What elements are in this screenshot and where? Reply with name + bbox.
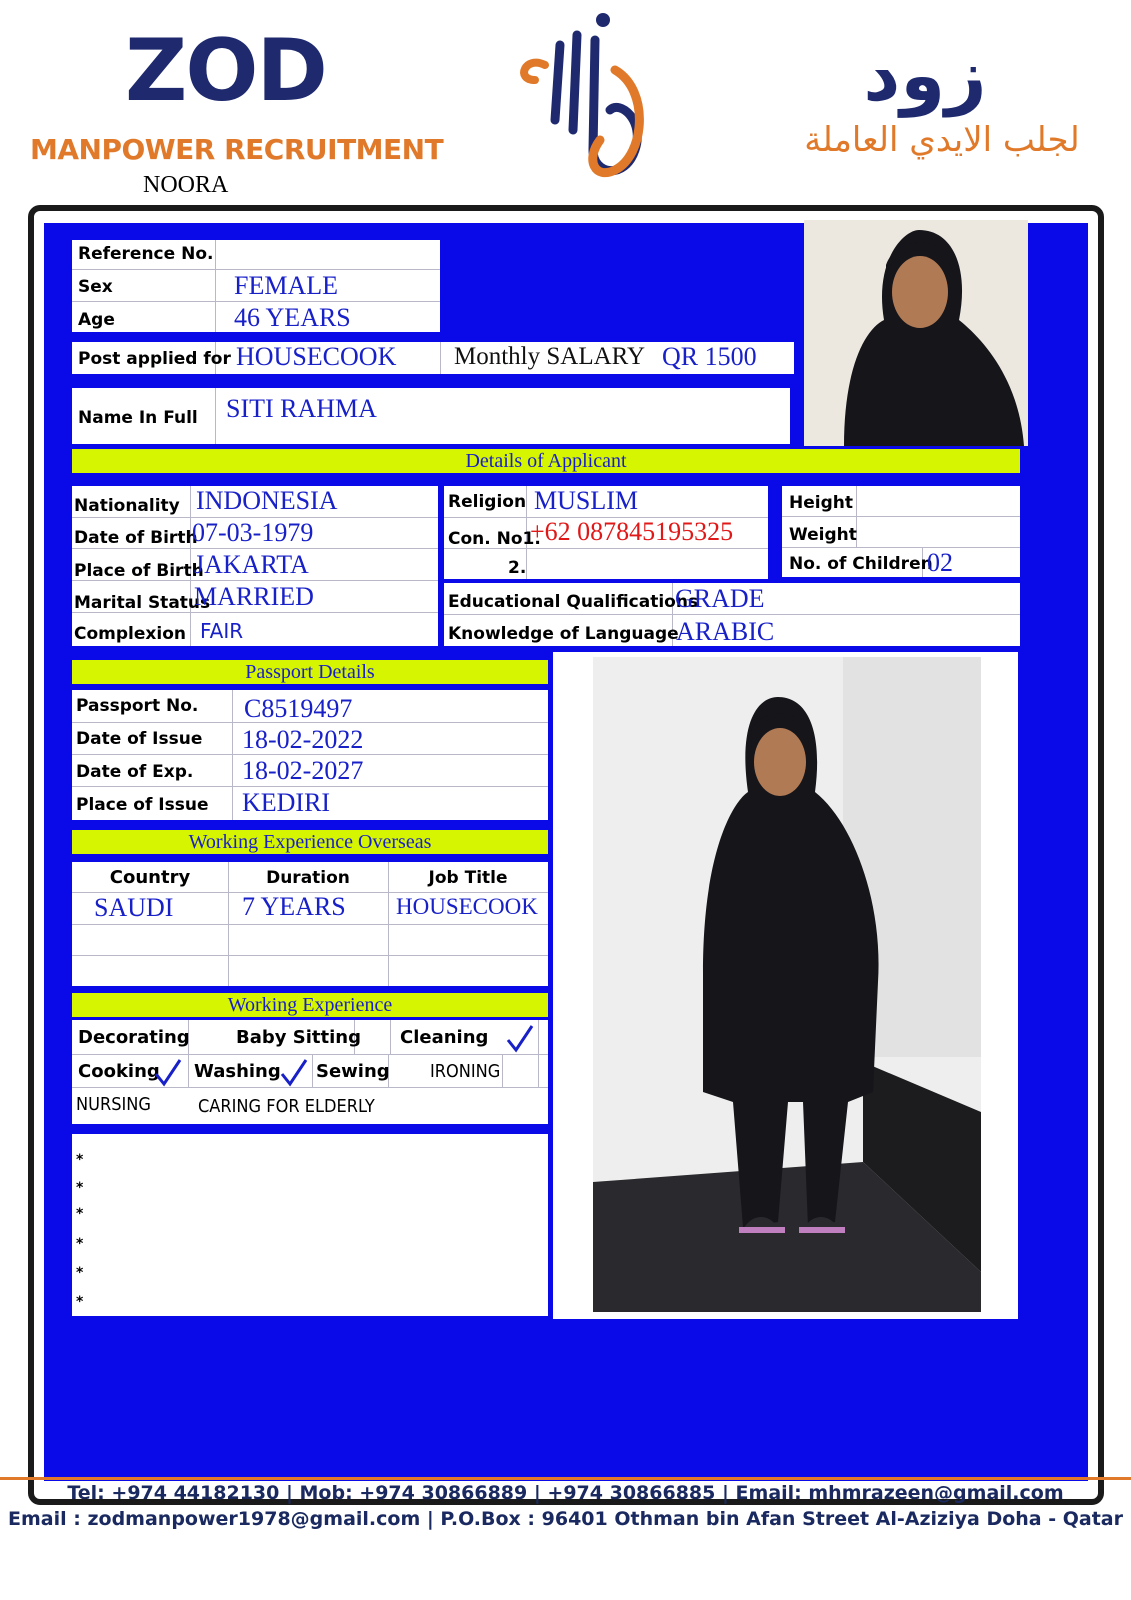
language-value: ARABIC (676, 617, 775, 646)
footer-divider (0, 1477, 1131, 1480)
issue-date-value: 18-02-2022 (242, 725, 364, 754)
overseas-header-job: Job Title (428, 868, 508, 888)
name-label: Name In Full (78, 408, 198, 428)
pob-value: JAKARTA (194, 550, 309, 579)
name-value: SITI RAHMA (226, 394, 377, 423)
basic-info-box (72, 240, 440, 332)
reference-label: Reference No. (78, 244, 214, 264)
skill-baby-sitting: Baby Sitting (236, 1027, 361, 1048)
applicant-portrait (804, 220, 1028, 446)
religion-value: MUSLIM (534, 486, 639, 515)
post-value: HOUSECOOK (236, 342, 397, 371)
overseas-job-value: HOUSECOOK (396, 894, 538, 919)
physical-box (782, 486, 1020, 577)
washing-check-icon (278, 1056, 310, 1088)
skill-elderly-care: CARING FOR ELDERLY (198, 1096, 375, 1117)
overseas-header-country: Country (109, 867, 191, 888)
overseas-section-title: Working Experience Overseas (72, 830, 548, 854)
post-row (72, 342, 794, 374)
brand-title: ZOD (125, 21, 326, 121)
sex-label: Sex (78, 277, 113, 297)
skills-section-title: Working Experience (72, 993, 548, 1017)
expiry-date-label: Date of Exp. (76, 762, 194, 782)
note-bullet: * (76, 1206, 84, 1222)
children-value: 02 (927, 548, 953, 577)
name-row (72, 388, 790, 444)
education-value: GRADE (675, 584, 765, 613)
skill-nursing: NURSING (76, 1094, 151, 1115)
salary-value: QR 1500 (662, 342, 757, 371)
salary-label: Monthly SALARY (454, 343, 646, 370)
pob-label: Place of Birth (74, 561, 204, 581)
children-label: No. of Children (789, 554, 933, 574)
footer-contact-line1: Tel: +974 44182130 | Mob: +974 30866889 | +974 30866885 | Email: mhmrazeen@gmail.com (67, 1482, 1064, 1504)
dob-label: Date of Birth (74, 528, 198, 548)
overseas-header-duration: Duration (266, 868, 350, 888)
age-value: 46 YEARS (234, 303, 351, 332)
issue-place-value: KEDIRI (242, 788, 331, 817)
note-bullet: * (76, 1265, 84, 1281)
company-subtitle: MANPOWER RECRUITMENT (30, 133, 444, 166)
notes-box (72, 1134, 548, 1316)
agent-name: NOORA (143, 172, 229, 198)
con2-label: 2. (508, 558, 527, 578)
cooking-check-icon (152, 1056, 184, 1088)
skill-ironing: IRONING (430, 1061, 501, 1082)
details-section-title: Details of Applicant (72, 449, 1020, 473)
skill-cleaning: Cleaning (400, 1027, 489, 1048)
note-bullet: * (76, 1152, 84, 1168)
sex-value: FEMALE (234, 271, 338, 300)
passport-number-value: C8519497 (244, 694, 353, 723)
arabic-brand: زود (863, 33, 987, 117)
religion-label: Religion (448, 492, 527, 512)
nationality-value: INDONESIA (196, 486, 338, 515)
overseas-country-value: SAUDI (94, 893, 174, 922)
language-label: Knowledge of Language (448, 624, 679, 644)
cleaning-check-icon (504, 1022, 536, 1054)
applicant-full-photo (553, 652, 1018, 1319)
note-bullet: * (76, 1294, 84, 1310)
con1-value: +62 087845195325 (530, 517, 734, 546)
height-label: Height (789, 493, 853, 513)
overseas-duration-value: 7 YEARS (242, 892, 346, 921)
weight-label: Weight (789, 525, 857, 545)
passport-box (72, 690, 548, 820)
details-left-box (72, 486, 438, 646)
dob-value: 07-03-1979 (192, 518, 314, 547)
skills-box (72, 1020, 548, 1124)
age-label: Age (78, 310, 115, 330)
passport-number-label: Passport No. (76, 696, 199, 716)
arabic-subtitle: لجلب الايدي العاملة (804, 120, 1080, 160)
complexion-label: Complexion (74, 624, 186, 644)
skill-sewing: Sewing (316, 1061, 390, 1082)
skill-decorating: Decorating (78, 1027, 190, 1048)
con1-label: Con. No1. (448, 529, 541, 549)
education-label: Educational Qualifications (448, 592, 699, 612)
skill-washing: Washing (194, 1061, 281, 1082)
nationality-label: Nationality (74, 496, 180, 516)
complexion-value: FAIR (200, 619, 244, 643)
note-bullet: * (76, 1236, 84, 1252)
post-label: Post applied for (78, 349, 231, 369)
qualification-box (444, 583, 1020, 646)
expiry-date-value: 18-02-2027 (242, 756, 364, 785)
marital-label: Marital Status (74, 593, 211, 613)
issue-date-label: Date of Issue (76, 729, 203, 749)
contact-box (444, 486, 768, 579)
passport-section-title: Passport Details (72, 660, 548, 684)
marital-value: MARRIED (194, 582, 314, 611)
note-bullet: * (76, 1180, 84, 1196)
company-logo (515, 10, 665, 185)
footer-contact-line2: Email : zodmanpower1978@gmail.com | P.O.Box : 96401 Othman bin Afan Street Al-Aziziya Doha - Qatar (8, 1508, 1123, 1530)
issue-place-label: Place of Issue (76, 795, 209, 815)
overseas-table (72, 862, 548, 986)
skill-cooking: Cooking (78, 1061, 160, 1082)
